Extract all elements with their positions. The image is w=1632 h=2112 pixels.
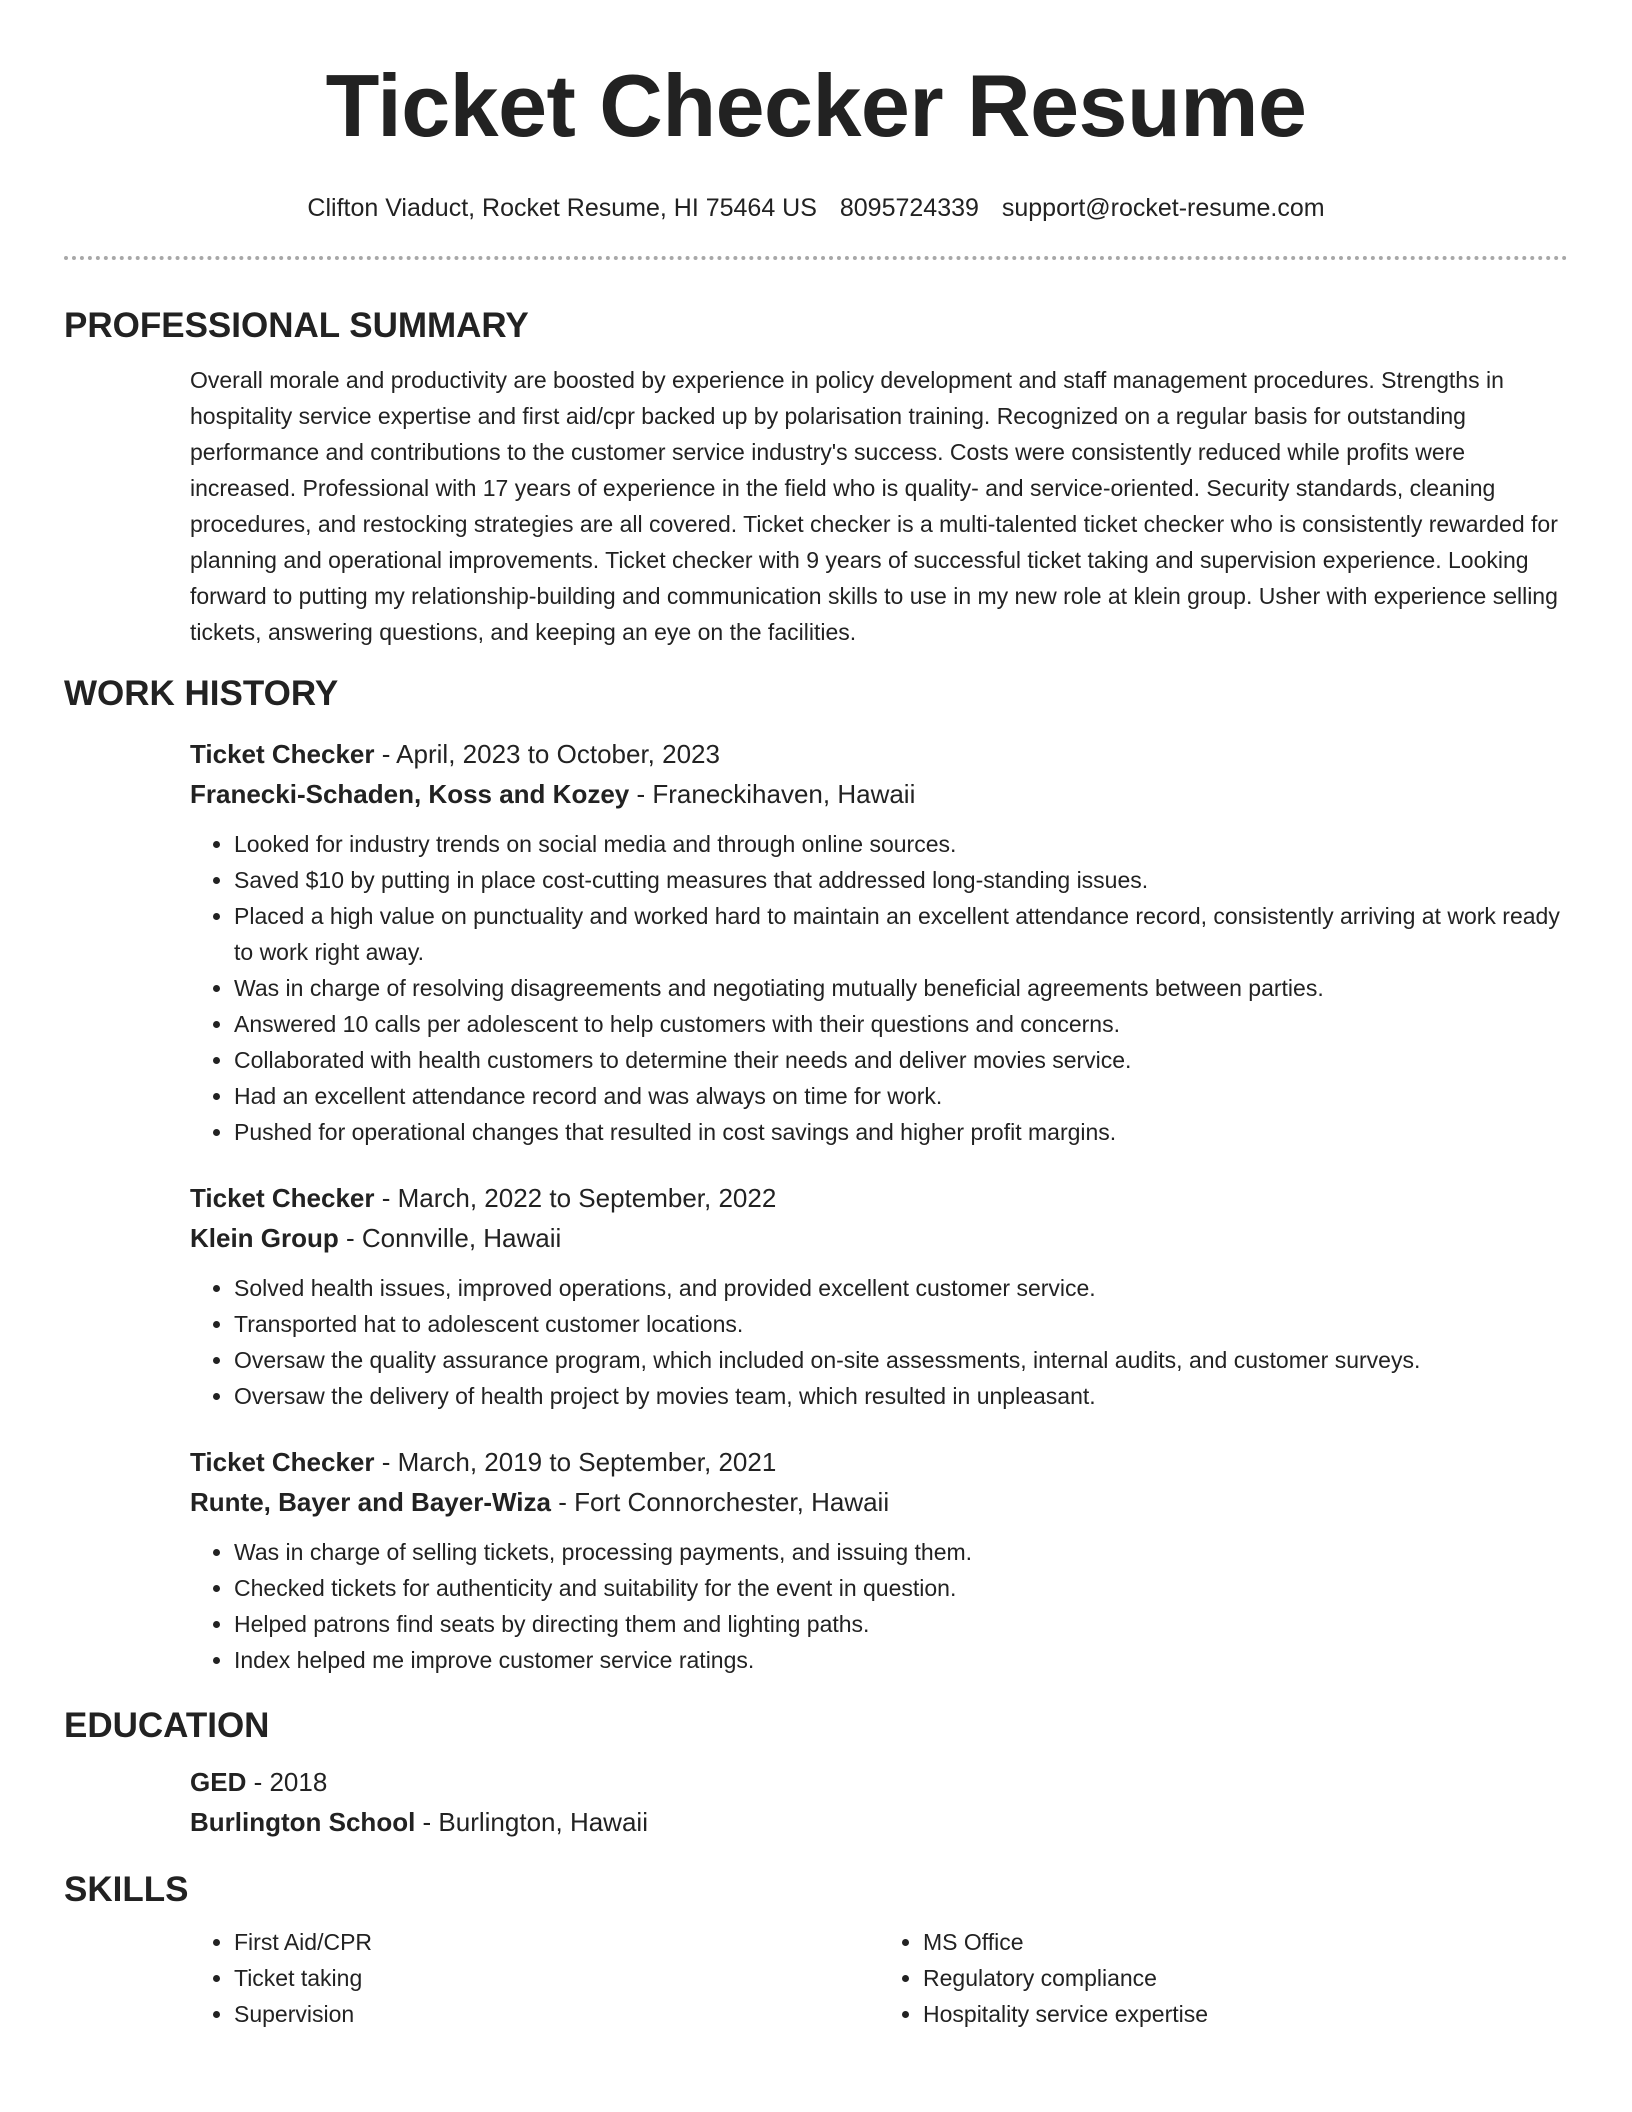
list-item: • Checked tickets for authenticity and suitability for the event in question. — [234, 1570, 1568, 1606]
list-item: • Solved health issues, improved operations, and provided excellent customer service. — [234, 1270, 1568, 1306]
education-section — [190, 1762, 1568, 1842]
job-dates: - April, 2023 to October, 2023 — [374, 739, 720, 769]
list-item: • Was in charge of selling tickets, processing payments, and issuing them. — [234, 1534, 1568, 1570]
education-year: - 2018 — [246, 1767, 328, 1797]
list-item: • Saved $10 by putting in place cost-cutting measures that addressed long-standing issues. — [234, 862, 1568, 898]
job-company: Klein Group — [190, 1223, 339, 1253]
skills-section — [190, 1924, 1568, 2032]
list-item: • Oversaw the quality assurance program, which included on-site assessments, internal audits, and customer surveys. — [234, 1342, 1568, 1378]
job-dates: - March, 2022 to September, 2022 — [374, 1183, 777, 1213]
list-item: • Had an excellent attendance record and was always on time for work. — [234, 1078, 1568, 1114]
job-dates: - March, 2019 to September, 2021 — [374, 1447, 777, 1477]
skill-item: • Regulatory compliance — [923, 1960, 1568, 1996]
contact-phone: 8095724339 — [839, 194, 979, 222]
list-item: • Transported hat to adolescent customer locations. — [234, 1306, 1568, 1342]
job-location: - Franeckihaven, Hawaii — [629, 779, 916, 809]
section-title-summary: PROFESSIONAL SUMMARY — [64, 306, 529, 345]
job-company-line — [190, 774, 1568, 814]
job-company-line — [190, 1218, 1568, 1258]
contact-line — [64, 192, 1568, 224]
skill-item: • Supervision — [234, 1996, 879, 2032]
job-bullets — [190, 826, 1568, 1150]
job-entry — [190, 1178, 1568, 1414]
skills-list-right — [879, 1924, 1568, 2032]
section-title-skills: SKILLS — [64, 1870, 189, 1909]
contact-address: Clifton Viaduct, Rocket Resume, HI 75464 US — [307, 194, 817, 222]
education-degree-line — [190, 1762, 1568, 1802]
skills-grid — [190, 1924, 1568, 2032]
skill-item: • First Aid/CPR — [234, 1924, 879, 1960]
work-section — [190, 734, 1568, 1678]
list-item: • Index helped me improve customer service ratings. — [234, 1642, 1568, 1678]
list-item: • Oversaw the delivery of health project by movies team, which resulted in unpleasant. — [234, 1378, 1568, 1414]
education-location: - Burlington, Hawaii — [415, 1807, 648, 1837]
job-role-line — [190, 734, 1568, 774]
resume-title: Ticket Checker Resume — [325, 56, 1307, 155]
education-school: Burlington School — [190, 1807, 416, 1837]
job-entry — [190, 734, 1568, 1150]
list-item: • Placed a high value on punctuality and worked hard to maintain an excellent attendance record, consistently arriving at work ready to work right away. — [234, 898, 1568, 970]
job-location: - Fort Connorchester, Hawaii — [550, 1487, 890, 1517]
summary-text: Overall morale and productivity are boosted by experience in policy development and staff management procedures. Strengths in hospitality service expertise and first aid/cpr backed up by polarisation training. Recognized on a regular basis for outstanding performance and contributions to the customer service industry's success. Costs were consistently reduced while profits were increased. Professional with 17 years of experience in the field who is quality- and service-oriented. Security standards, cleaning procedures, and restocking strategies are all covered. Ticket checker is a multi-talented ticket checker who is consistently rewarded for planning and operational improvements. Ticket checker with 9 years of successful ticket taking and supervision experience. Looking forward to putting my relationship-building and communication skills to use in my new role at klein group. Usher with experience selling tickets, answering questions, and keeping an eye on the facilities. — [190, 367, 1558, 645]
section-title-work: WORK HISTORY — [64, 674, 339, 713]
job-company: Runte, Bayer and Bayer-Wiza — [190, 1487, 551, 1517]
header-divider — [64, 256, 1568, 260]
job-company-line — [190, 1482, 1568, 1522]
skill-item: • MS Office — [923, 1924, 1568, 1960]
job-location: - Connville, Hawaii — [338, 1223, 562, 1253]
contact-email: support@rocket-resume.com — [1001, 194, 1325, 222]
job-bullets — [190, 1270, 1568, 1414]
job-entry — [190, 1442, 1568, 1678]
job-company: Franecki-Schaden, Koss and Kozey — [190, 779, 630, 809]
job-role: Ticket Checker — [190, 1183, 375, 1213]
job-role: Ticket Checker — [190, 1447, 375, 1477]
skill-item: • Hospitality service expertise — [923, 1996, 1568, 2032]
education-degree: GED — [190, 1767, 247, 1797]
list-item: • Looked for industry trends on social media and through online sources. — [234, 826, 1568, 862]
list-item: • Was in charge of resolving disagreements and negotiating mutually beneficial agreements between parties. — [234, 970, 1568, 1006]
list-item: • Answered 10 calls per adolescent to help customers with their questions and concerns. — [234, 1006, 1568, 1042]
summary-section — [190, 362, 1568, 650]
skill-item: • Ticket taking — [234, 1960, 879, 1996]
job-role: Ticket Checker — [190, 739, 375, 769]
list-item: • Helped patrons find seats by directing them and lighting paths. — [234, 1606, 1568, 1642]
job-role-line — [190, 1178, 1568, 1218]
section-title-education: EDUCATION — [64, 1706, 270, 1745]
job-role-line — [190, 1442, 1568, 1482]
list-item: • Collaborated with health customers to determine their needs and deliver movies service. — [234, 1042, 1568, 1078]
job-bullets — [190, 1534, 1568, 1678]
list-item: • Pushed for operational changes that resulted in cost savings and higher profit margins. — [234, 1114, 1568, 1150]
skills-list-left — [190, 1924, 879, 2032]
education-school-line — [190, 1802, 1568, 1842]
